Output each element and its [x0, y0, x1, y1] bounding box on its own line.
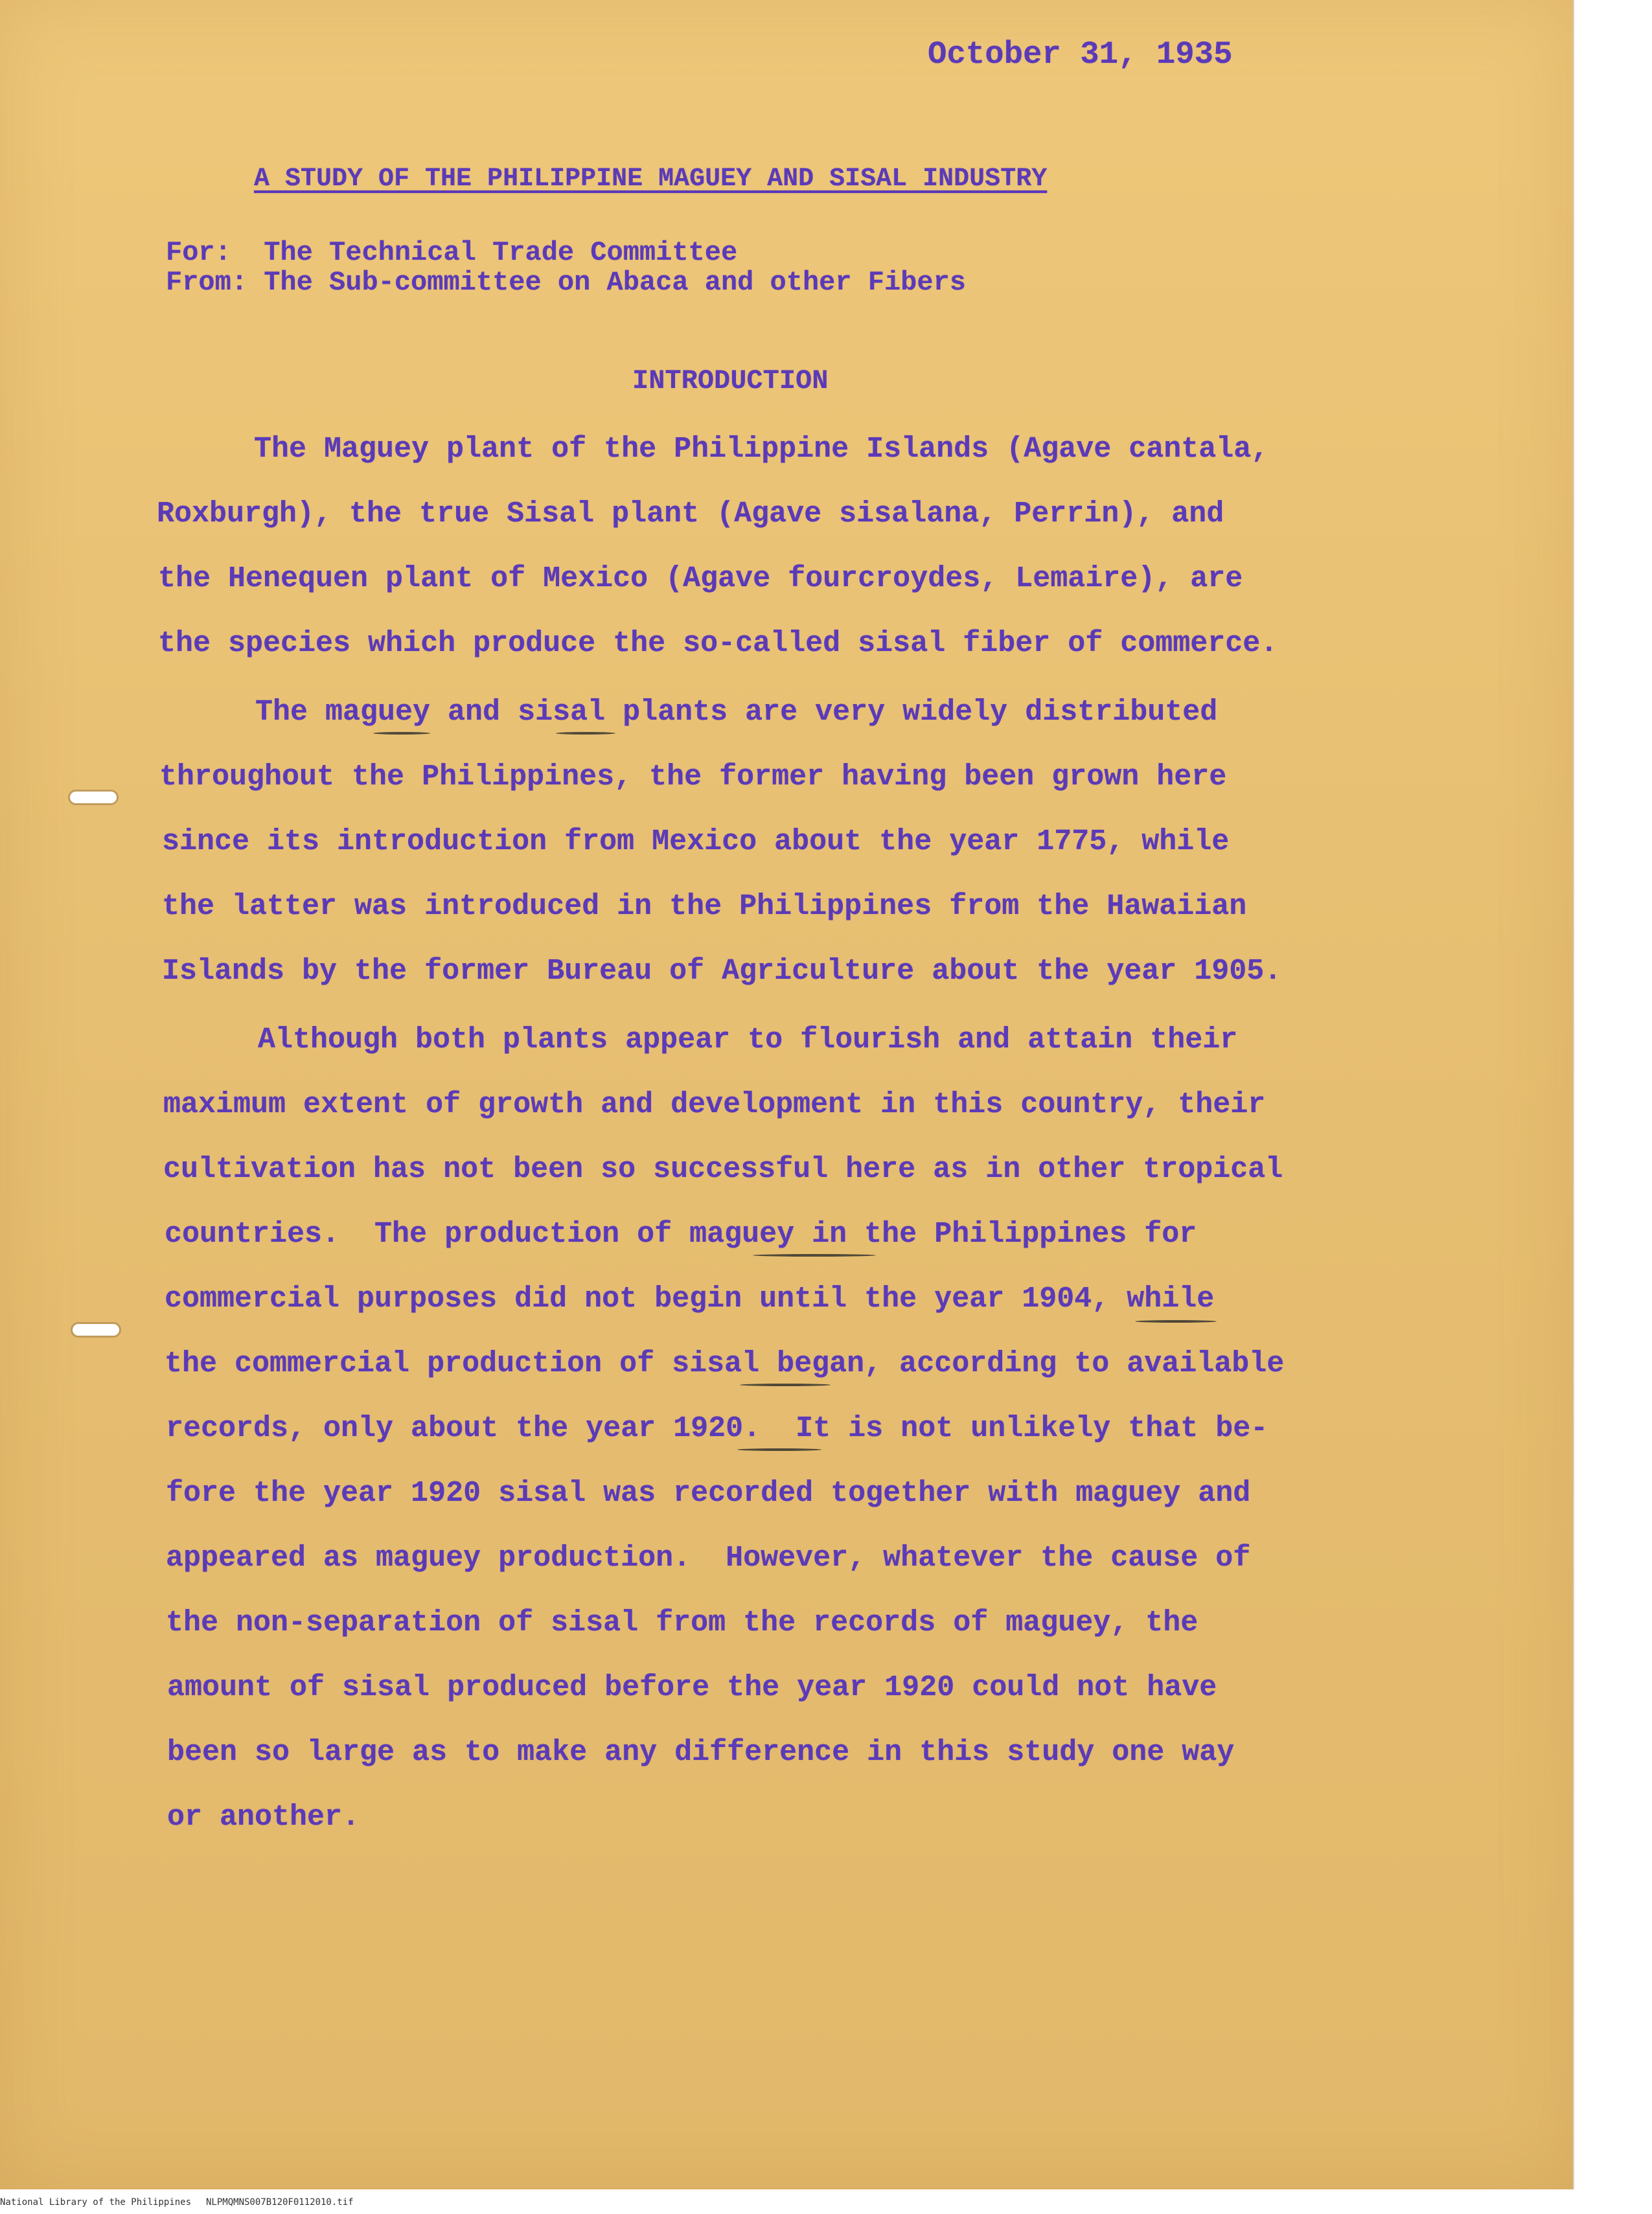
sender-line: From: The Sub-committee on Abaca and other Fibers: [166, 267, 967, 298]
body-line: cultivation has not been so successful here as in other tropical: [163, 1153, 1283, 1186]
body-line: maximum extent of growth and development in this country, their: [163, 1088, 1266, 1121]
body-line: Islands by the former Bureau of Agriculture about the year 1905.: [162, 955, 1282, 988]
pencil-underline-sisal: [556, 732, 615, 735]
body-line: Roxburgh), the true Sisal plant (Agave sisalana, Perrin), and: [157, 497, 1224, 531]
body-line: fore the year 1920 sisal was recorded together with maguey and: [166, 1477, 1251, 1510]
pencil-underline-sisal-2: [740, 1384, 831, 1386]
pencil-underline-1904: [1135, 1320, 1217, 1323]
punch-hole-bottom: [73, 1324, 119, 1336]
body-line: the non-separation of sisal from the records of maguey, the: [166, 1606, 1199, 1639]
body-line: commercial purposes did not begin until the year 1904, while: [165, 1283, 1215, 1316]
body-line: Although both plants appear to flourish and attain their: [258, 1023, 1238, 1056]
pencil-underline-1920: [737, 1448, 821, 1451]
body-line: the commercial production of sisal began, according to available: [165, 1347, 1285, 1380]
pencil-underline-maguey: [373, 732, 430, 735]
body-line: the Henequen plant of Mexico (Agave fourcroydes, Lemaire), are: [158, 562, 1243, 595]
body-line: since its introduction from Mexico about the year 1775, while: [162, 825, 1230, 858]
scan-file-id: NLPMQMNS007B120F0112010.tif: [206, 2197, 354, 2208]
library-credit: National Library of the Philippines: [0, 2197, 192, 2208]
body-line: been so large as to make any difference in this study one way: [167, 1736, 1235, 1769]
body-line: records, only about the year 1920. It is not unlikely that be-: [166, 1412, 1268, 1445]
body-line: countries. The production of maguey in the Philippines for: [165, 1218, 1197, 1251]
scan-margin: [1573, 0, 1652, 2189]
body-line: The Maguey plant of the Philippine Islands (Agave cantala,: [254, 433, 1269, 466]
body-line: or another.: [167, 1801, 360, 1834]
section-heading: INTRODUCTION: [632, 365, 829, 396]
punch-hole-top: [70, 792, 117, 803]
body-line: throughout the Philippines, the former having been grown here: [159, 760, 1227, 793]
body-line: the latter was introduced in the Philippines from the Hawaiian: [162, 890, 1247, 923]
body-line: amount of sisal produced before the year 1920 could not have: [167, 1671, 1217, 1704]
document-date: October 31, 1935: [928, 36, 1233, 73]
document-title: A STUDY OF THE PHILIPPINE MAGUEY AND SISAL INDUSTRY: [254, 165, 1048, 194]
addressee-line: For: The Technical Trade Committee: [166, 237, 738, 268]
body-line: The maguey and sisal plants are very widely distributed: [255, 696, 1218, 729]
body-line: appeared as maguey production. However, whatever the cause of: [166, 1542, 1251, 1575]
pencil-underline-maguey-2: [753, 1254, 876, 1257]
body-line: the species which produce the so-called sisal fiber of commerce.: [158, 627, 1278, 660]
